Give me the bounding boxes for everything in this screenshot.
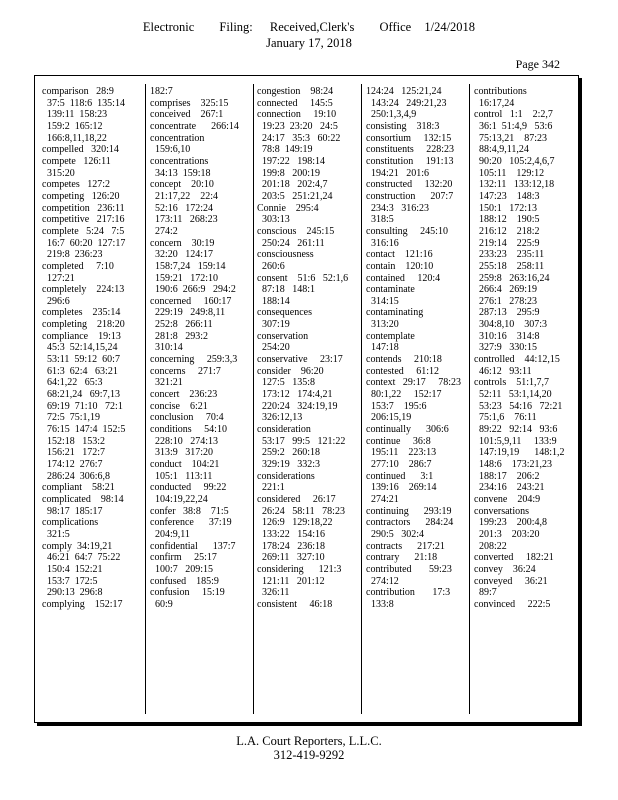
index-entry-line: 88:4,9,11,24	[474, 144, 529, 156]
index-entry-line: conscious 245:15	[257, 225, 335, 237]
index-entry-line: compliance 19:13	[42, 330, 121, 342]
index-entry-line: 219:8 236:23	[42, 249, 103, 261]
index-entry-line: 69:19 71:10 72:1	[42, 400, 123, 412]
index-entry-line: Connie 295:4	[257, 202, 319, 214]
index-entry-line: 194:21 201:6	[366, 167, 430, 179]
index-entry-line: connection 19:10	[257, 109, 337, 121]
index-entry-line: 234:16 243:21	[474, 482, 545, 494]
index-entry-line: 100:7 209:15	[150, 563, 214, 575]
index-entry-line: contained 120:4	[366, 272, 441, 284]
index-entry-line: 178:24 236:18	[257, 540, 326, 552]
index-entry-line: concise 6:21	[150, 400, 208, 412]
index-entry-line: 127:5 135:8	[257, 377, 316, 389]
index-entry-line: 221:1	[257, 482, 285, 494]
index-entry-line: 105:1 113:11	[150, 470, 213, 482]
index-entry-line: 148:6 173:21,23	[474, 459, 553, 470]
index-entry-line: 290:5 302:4	[366, 528, 425, 540]
index-entry-line: constituents 228:23	[366, 144, 455, 156]
index-entry-line: 321:21	[150, 377, 183, 389]
index-entry-line: consisting 318:3	[366, 120, 440, 132]
index-entry-line: concerns 271:7	[150, 365, 221, 377]
index-entry-line: 250:1,3,4,9	[366, 109, 417, 121]
index-entry-line: complicated 98:14	[42, 493, 124, 505]
index-entry-line: convinced 222:5	[474, 598, 551, 610]
index-entry-line: 201:3 203:20	[474, 528, 540, 540]
filing-date-line: January 17, 2018	[266, 36, 352, 50]
index-entry-line: 220:24 324:19,19	[257, 400, 338, 412]
index-entry-line: concerned 160:17	[150, 295, 232, 307]
index-entry-line: 46:21 64:7 75:22	[42, 552, 121, 564]
index-entry-line: 310:16 314:8	[474, 330, 540, 342]
index-entry-line: 199:23 200:4,8	[474, 517, 548, 529]
index-entry-line: 89:22 92:14 93:6	[474, 424, 558, 436]
page-number: Page 342	[515, 57, 560, 71]
index-entry-line: 296:6	[42, 295, 70, 307]
index-entry-line: conditions 54:10	[150, 424, 227, 436]
index-entry-line: complications	[42, 517, 99, 529]
index-entry-line: connected 145:5	[257, 97, 333, 109]
index-entry-line: 53:23 54:16 72:21	[474, 400, 563, 412]
index-entry-line: 281:8 293:2	[150, 330, 209, 342]
index-entry-line: 329:19 332:3	[257, 459, 321, 470]
index-entry-line: 313:9 317:20	[150, 447, 214, 459]
index-entry-line: confer 38:8 71:5	[150, 505, 229, 517]
index-entry-line: competitive 217:16	[42, 214, 125, 226]
index-entry-line: conclusion 70:4	[150, 412, 224, 424]
index-entry-line: 259:8 263:16,24	[474, 272, 550, 284]
index-entry-line: 254:20	[257, 342, 290, 354]
index-entry-line: 19:23 23:20 24:5	[257, 120, 338, 132]
index-entry-line: 78:8 149:19	[257, 144, 313, 156]
index-entry-line: constitution 191:13	[366, 155, 454, 167]
index-entry-line: 326:11	[257, 587, 290, 599]
index-entry-line: 139:16 269:14	[366, 482, 437, 494]
index-entry-line: 159:21 172:10	[150, 272, 219, 284]
index-entry-line: 87:18 148:1	[257, 284, 316, 296]
index-column-3	[257, 86, 360, 611]
index-entry-line: comply 34:19,21	[42, 540, 113, 552]
index-entry-line: conversations	[474, 505, 529, 517]
index-entry-line: contain 120:10	[366, 260, 434, 272]
index-entry-line: comparison 28:9	[42, 86, 114, 97]
index-entry-line: control 1:1 2:2,7	[474, 109, 553, 121]
index-entry-line: continually 306:6	[366, 424, 449, 436]
index-column-2	[150, 86, 253, 611]
index-entry-line: 203:5 251:21,24	[257, 190, 333, 202]
index-entry-line: contested 61:12	[366, 365, 440, 377]
footer-company: L.A. Court Reporters, L.L.C.	[236, 734, 382, 748]
index-entry-line: 269:11 327:10	[257, 552, 325, 564]
index-entry-line: 326:12,13	[257, 412, 303, 424]
index-entry-line: 229:19 249:8,11	[150, 307, 226, 319]
index-entry-line: 188:14	[257, 295, 290, 307]
index-entry-line: competition 236:11	[42, 202, 125, 214]
index-entry-line: 121:11 201:12	[257, 575, 325, 587]
index-entry-line: controlled 44:12,15	[474, 354, 560, 366]
index-entry-line: conservative 23:17	[257, 354, 343, 366]
index-column-1	[42, 86, 145, 611]
index-entry-line: contaminating	[366, 307, 424, 319]
index-entry-line: conference 37:19	[150, 517, 232, 529]
index-entry-line: consequences	[257, 307, 312, 319]
index-entry-line: confirm 25:17	[150, 552, 217, 564]
index-entry-line: 314:15	[366, 295, 399, 307]
index-entry-line: 133:8	[366, 598, 394, 610]
index-entry-line: 304:8,10 307:3	[474, 319, 548, 331]
index-entry-line: 197:22 198:14	[257, 155, 326, 167]
index-entry-line: 266:4 269:19	[474, 284, 538, 296]
index-entry-line: 321:5	[42, 528, 70, 540]
index-entry-line: 147:19,19 148:1,2	[474, 447, 565, 459]
index-entry-line: concerning 259:3,3	[150, 354, 238, 366]
index-entry-line: 174:12 276:7	[42, 459, 103, 470]
index-entry-line: 37:5 118:6 135:14	[42, 97, 125, 109]
index-entry-line: competes 127:2	[42, 179, 111, 191]
index-entry-line: 105:11 129:12	[474, 167, 545, 179]
index-entry-line: context 29:17 78:23	[366, 377, 461, 389]
index-column-5	[474, 86, 577, 611]
filing-word-filing: Filing:	[219, 20, 253, 34]
index-entry-line: concert 236:23	[150, 389, 218, 401]
index-entry-line: contributions	[474, 86, 527, 97]
index-entry-line: contaminate	[366, 284, 415, 296]
index-entry-line: 188:12 190:5	[474, 214, 540, 226]
index-entry-line: 153:7 172:5	[42, 575, 98, 587]
index-entry-line: 316:16	[366, 237, 399, 249]
index-entry-line: completely 224:13	[42, 284, 125, 296]
index-entry-line: 127:21	[42, 272, 75, 284]
index-entry-line: contrary 21:18	[366, 552, 438, 564]
index-entry-line: 201:18 202:4,7	[257, 179, 328, 191]
index-entry-line: 190:6 266:9 294:2	[150, 284, 236, 296]
index-entry-line: 150:4 152:21	[42, 563, 103, 575]
index-entry-line: confusion 15:19	[150, 587, 225, 599]
index-entry-line: consider 96:20	[257, 365, 324, 377]
index-entry-line: 36:1 51:4,9 53:6	[474, 120, 553, 132]
index-entry-line: conveyed 36:21	[474, 575, 548, 587]
index-entry-line: 255:18 258:11	[474, 260, 545, 272]
index-entry-line: 287:13 295:9	[474, 307, 540, 319]
index-entry-line: 24:17 35:3 60:22	[257, 132, 341, 144]
index-entry-line: competing 126:20	[42, 190, 120, 202]
index-entry-line: considered 26:17	[257, 493, 336, 505]
index-entry-line: 53:17 99:5 121:22	[257, 435, 346, 447]
index-entry-line: 147:23 148:3	[474, 190, 540, 202]
index-entry-line: contribution 17:3	[366, 587, 451, 599]
index-entry-line: 61:3 62:4 63:21	[42, 365, 118, 377]
index-entry-line: 166:8,11,18,22	[42, 132, 107, 144]
index-entry-line: 64:1,22 65:3	[42, 377, 103, 389]
index-entry-line: consistent 46:18	[257, 598, 333, 610]
index-entry-line: 274:2	[150, 225, 178, 237]
index-entry-line: 34:13 159:18	[150, 167, 211, 179]
index-entry-line: complying 152:17	[42, 598, 123, 610]
index-entry-line: 195:11 223:13	[366, 447, 437, 459]
index-entry-line: 307:19	[257, 319, 290, 331]
index-entry-line: 90:20 105:2,4,6,7	[474, 155, 555, 167]
index-entry-line: 46:12 93:11	[474, 365, 532, 377]
index-entry-line: concentration	[150, 132, 205, 144]
index-entry-line: contributed 59:23	[366, 563, 452, 575]
index-entry-line: 310:14	[150, 342, 183, 354]
index-entry-line: 313:20	[366, 319, 399, 331]
index-entry-line: 276:1 278:23	[474, 295, 538, 307]
index-entry-line: 45:3 52:14,15,24	[42, 342, 118, 354]
index-entry-line: 188:17 206:2	[474, 470, 540, 482]
index-entry-line: considerations	[257, 470, 315, 482]
index-entry-line: 104:19,22,24	[150, 493, 208, 505]
index-entry-line: 318:5	[366, 214, 394, 226]
index-entry-line: 152:18 153:2	[42, 435, 106, 447]
index-entry-line: 216:12 218:2	[474, 225, 540, 237]
index-entry-line: 153:7 195:6	[366, 400, 427, 412]
index-entry-line: 32:20 124:17	[150, 249, 214, 261]
index-entry-line: 143:24 249:21,23	[366, 97, 447, 109]
index-entry-line: 219:14 225:9	[474, 237, 540, 249]
index-entry-line: conducted 99:22	[150, 482, 227, 494]
index-entry-line: 98:17 185:17	[42, 505, 103, 517]
index-entry-line: 315:20	[42, 167, 75, 179]
index-entry-line: 26:24 58:11 78:23	[257, 505, 345, 517]
index-entry-line: 208:22	[474, 540, 507, 552]
index-entry-line: congestion 98:24	[257, 86, 334, 97]
index-entry-line: 76:15 147:4 152:5	[42, 424, 126, 436]
index-entry-line: 159:2 165:12	[42, 120, 103, 132]
index-entry-line: constructed 132:20	[366, 179, 453, 191]
index-entry-line: 250:24 261:11	[257, 237, 325, 249]
index-entry-line: 132:11 133:12,18	[474, 179, 555, 191]
index-entry-line: 16:17,24	[474, 97, 515, 109]
index-entry-line: contracts 217:21	[366, 540, 445, 552]
index-entry-line: 124:24 125:21,24	[366, 86, 442, 97]
index-entry-line: 72:5 75:1,19	[42, 412, 101, 424]
index-entry-line: 206:15,19	[366, 412, 412, 424]
index-entry-line: consulting 245:10	[366, 225, 448, 237]
index-entry-line: controls 51:1,7,7	[474, 377, 549, 389]
index-entry-line: 173:12 174:4,21	[257, 389, 333, 401]
filing-word-electronic: Electronic	[142, 20, 195, 34]
index-entry-line: 101:5,9,11 133:9	[474, 435, 557, 447]
index-entry-line: 259:2 260:18	[257, 447, 321, 459]
index-entry-line: 274:12	[366, 575, 399, 587]
index-entry-line: 89:7	[474, 587, 497, 599]
index-entry-line: 286:24 306:6,8	[42, 470, 111, 482]
index-entry-line: conduct 104:21	[150, 459, 220, 470]
index-entry-line: 159:6,10	[150, 144, 191, 156]
column-divider	[469, 84, 470, 714]
index-entry-line: 139:11 158:23	[42, 109, 108, 121]
index-entry-line: 150:1 172:13	[474, 202, 538, 214]
index-entry-line: convene 204:9	[474, 493, 541, 505]
index-entry-line: consent 51:6 52:1,6	[257, 272, 349, 284]
column-divider	[145, 84, 146, 714]
index-entry-line: completed 7:10	[42, 260, 114, 272]
index-entry-line: completing 218:20	[42, 319, 125, 331]
index-entry-line: comprises 325:15	[150, 97, 229, 109]
index-entry-line: completes 235:14	[42, 307, 121, 319]
index-entry-line: 233:23 235:11	[474, 249, 545, 261]
index-entry-line: consideration	[257, 424, 311, 436]
index-entry-line: converted 182:21	[474, 552, 554, 564]
index-entry-line: contractors 284:24	[366, 517, 454, 529]
index-entry-line: 228:10 274:13	[150, 435, 219, 447]
index-entry-line: consciousness	[257, 249, 314, 261]
index-entry-line: continued 3:1	[366, 470, 434, 482]
index-entry-line: 290:13 296:8	[42, 587, 103, 599]
index-entry-line: 158:7,24 159:14	[150, 260, 226, 272]
index-entry-line: concept 20:10	[150, 179, 214, 191]
index-entry-line: complete 5:24 7:5	[42, 225, 125, 237]
index-entry-line: 204:9,11	[150, 528, 190, 540]
index-entry-line: conceived 267:1	[150, 109, 224, 121]
filing-word-office: Office	[379, 20, 412, 34]
index-entry-line: construction 207:7	[366, 190, 454, 202]
index-entry-line: 327:9 330:15	[474, 342, 538, 354]
index-entry-line: 156:21 172:7	[42, 447, 106, 459]
index-entry-line: conservation	[257, 330, 309, 342]
index-entry-line: 147:18	[366, 342, 399, 354]
filing-word-received: Received,Clerk's	[269, 20, 355, 34]
index-entry-line: compelled 320:14	[42, 144, 119, 156]
index-entry-line: 234:3 316:23	[366, 202, 430, 214]
index-entry-line: 80:1,22 152:17	[366, 389, 442, 401]
index-column-4	[366, 86, 469, 611]
index-entry-line: compliant 58:21	[42, 482, 115, 494]
filing-word-date: 1/24/2018	[424, 20, 476, 34]
index-entry-line: 182:7	[150, 86, 173, 97]
index-entry-line: 303:13	[257, 214, 290, 226]
index-table	[34, 75, 579, 723]
index-entry-line: continue 36:8	[366, 435, 431, 447]
index-entry-line: continuing 293:19	[366, 505, 452, 517]
index-entry-line: 60:9	[150, 598, 173, 610]
filing-stamp-line	[0, 20, 618, 35]
index-entry-line: 252:8 266:11	[150, 319, 213, 331]
index-entry-line: 21:17,22 22:4	[150, 190, 219, 202]
index-entry-line: concern 30:19	[150, 237, 215, 249]
index-entry-line: compete 126:11	[42, 155, 111, 167]
index-entry-line: confidential 137:7	[150, 540, 236, 552]
footer-phone: 312-419-9292	[273, 748, 345, 762]
index-entry-line: contends 210:18	[366, 354, 442, 366]
index-entry-line: 68:21,24 69:7,13	[42, 389, 121, 401]
index-entry-line: consortium 132:15	[366, 132, 452, 144]
index-entry-line: contact 121:16	[366, 249, 433, 261]
index-entry-line: 260:6	[257, 260, 285, 272]
index-entry-line: 75:1,6 76:11	[474, 412, 537, 424]
index-entry-line: 52:16 172:24	[150, 202, 214, 214]
index-entry-line: considering 121:3	[257, 563, 342, 575]
index-entry-line: 199:8 200:19	[257, 167, 321, 179]
index-entry-line: concentrate 266:14	[150, 120, 239, 132]
index-entry-line: 133:22 154:16	[257, 528, 326, 540]
index-entry-line: 52:11 53:1,14,20	[474, 389, 552, 401]
index-entry-line: 75:13,21 87:23	[474, 132, 548, 144]
column-divider	[361, 84, 362, 714]
index-entry-line: convey 36:24	[474, 563, 536, 575]
index-entry-line: 53:11 59:12 60:7	[42, 354, 120, 366]
index-entry-line: 16:7 60:20 127:17	[42, 237, 126, 249]
index-entry-line: 274:21	[366, 493, 399, 505]
index-entry-line: 277:10 286:7	[366, 459, 432, 470]
index-entry-line: concentrations	[150, 155, 209, 167]
column-divider	[253, 84, 254, 714]
index-entry-line: contemplate	[366, 330, 415, 342]
index-entry-line: 126:9 129:18,22	[257, 517, 333, 529]
index-entry-line: confused 185:9	[150, 575, 219, 587]
index-entry-line: 173:11 268:23	[150, 214, 218, 226]
